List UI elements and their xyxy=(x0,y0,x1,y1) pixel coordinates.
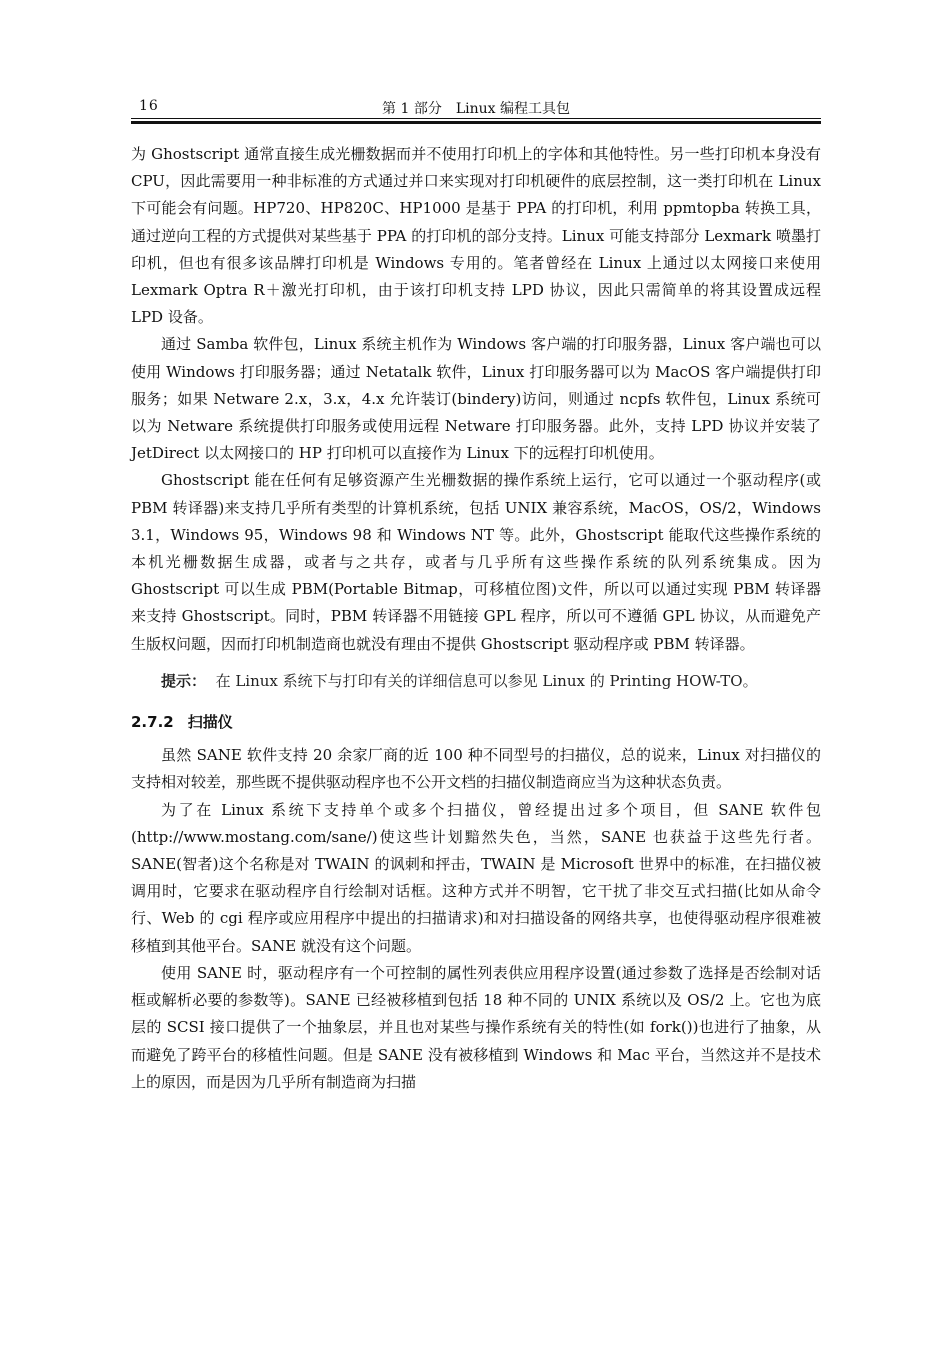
tip-text: 在 Linux 系统下与打印有关的详细信息可以参见 Linux 的 Printing HOW-TO。 xyxy=(215,671,758,690)
section-heading xyxy=(131,709,821,736)
header-rule-thick xyxy=(131,121,821,124)
tip-label: 提示： xyxy=(161,671,207,690)
page-header xyxy=(131,96,821,124)
paragraph-printer-hardware: 为 Ghostscript 通常直接生成光栅数据而并不使用打印机上的字体和其他特性。另一些打印机本身没有 CPU，因此需要用一种非标准的方式通过并口来实现对打印机硬件的底层控制，这一类打印机在 Linux 下可能会有问题。HP720、HP820C、HP1000 是基于 PPA 的打印机，利用 ppmtopba 转换工具，通过逆向工程的方式提供对某些基于 PPA 的打印机的部分支持。Linux 可能支持部分 Lexmark 喷墨打印机，但也有很多该品牌打印机是 Windows 专用的。笔者曾经在 Linux 上通过以太网接口来使用 Lexmark Optra R＋激光打印机，由于该打印机支持 LPD 协议，因此只需简单的将其设置成远程 LPD 设备。 xyxy=(131,145,821,327)
paragraph-sane-design: 使用 SANE 时，驱动程序有一个可控制的属性列表供应用程序设置(通过参数了选择是否绘制对话框或解析必要的参数等)。SANE 已经被移植到包括 18 种不同的 UNIX 系统以及 OS/2 上。它也为底层的 SCSI 接口提供了一个抽象层，并且也对某些与操作系统有关的特性(如 fork())也进行了抽象，从而避免了跨平台的移植性问题。但是 SANE 没有被移植到 Windows 和 Mac 平台，当然这并不是技术上的原因，而是因为几乎所有制造商为扫描 xyxy=(131,963,821,1091)
page-body xyxy=(131,141,821,1096)
section-number: 2.7.2 xyxy=(131,713,174,732)
paragraph-print-servers: 通过 Samba 软件包，Linux 系统主机作为 Windows 客户端的打印服务器，Linux 客户端也可以使用 Windows 打印服务器；通过 Netatalk 软件，Linux 打印服务器可以为 MacOS 客户端提供打印服务；如果 Netware 2.x，3.x，4.x 允许装订(bindery)访问，则通过 ncpfs 软件包，Linux 系统可以为 Netware 系统提供打印服务或使用远程 Netware 打印服务器。此外，支持 LPD 协议并安装了 JetDirect 以太网接口的 HP 打印机可以直接作为 Linux 下的远程打印机使用。 xyxy=(131,335,821,463)
paragraph-sane-support: 虽然 SANE 软件支持 20 余家厂商的近 100 种不同型号的扫描仪，总的说来，Linux 对扫描仪的支持相对较差，那些既不提供驱动程序也不公开文档的扫描仪制造商应当为这种状态负责。 xyxy=(131,746,821,792)
paragraph-sane-history: 为了在 Linux 系统下支持单个或多个扫描仪，曾经提出过多个项目，但 SANE 软件包(http://www.mostang.com/sane/)使这些计划黯然失色，当然，SANE 也获益于这些先行者。SANE(智者)这个名称是对 TWAIN 的讽刺和抨击，TWAIN 是 Microsoft 世界中的标准，在扫描仪被调用时，它要求在驱动程序自行绘制对话框。这种方式并不明智，它干扰了非交互式扫描(比如从命令行、Web 的 cgi 程序或应用程序中提出的扫描请求)和对扫描设备的网络共享，也使得驱动程序很难被移植到其他平台。SANE 就没有这个问题。 xyxy=(131,800,821,955)
section-title: 扫描仪 xyxy=(187,713,233,732)
tip-note xyxy=(131,668,821,695)
page-number: 16 xyxy=(139,98,159,114)
paragraph-ghostscript: Ghostscript 能在任何有足够资源产生光栅数据的操作系统上运行，它可以通过一个驱动程序(或 PBM 转译器)来支持几乎所有类型的计算机系统，包括 UNIX 兼容系统，MacOS，OS/2，Windows 3.1，Windows 95，Windows 98 和 Windows NT 等。此外，Ghostscript 能取代这些操作系统的本机光栅数据生成器，或者与之共存，或者与几乎所有这些操作系统的队列系统集成。因为 Ghostscript 可以生成 PBM(Portable Bitmap，可移植位图)文件，所以可以通过实现 PBM 转译器来支持 Ghostscript。同时，PBM 转译器不用链接 GPL 程序，所以可不遵循 GPL 协议，从而避免产生版权问题，因而打印机制造商也就没有理由不提供 Ghostscript 驱动程序或 PBM 转译器。 xyxy=(131,471,821,653)
header-rule-thin xyxy=(131,118,821,119)
running-title: 第 1 部分 Linux 编程工具包 xyxy=(382,101,570,117)
